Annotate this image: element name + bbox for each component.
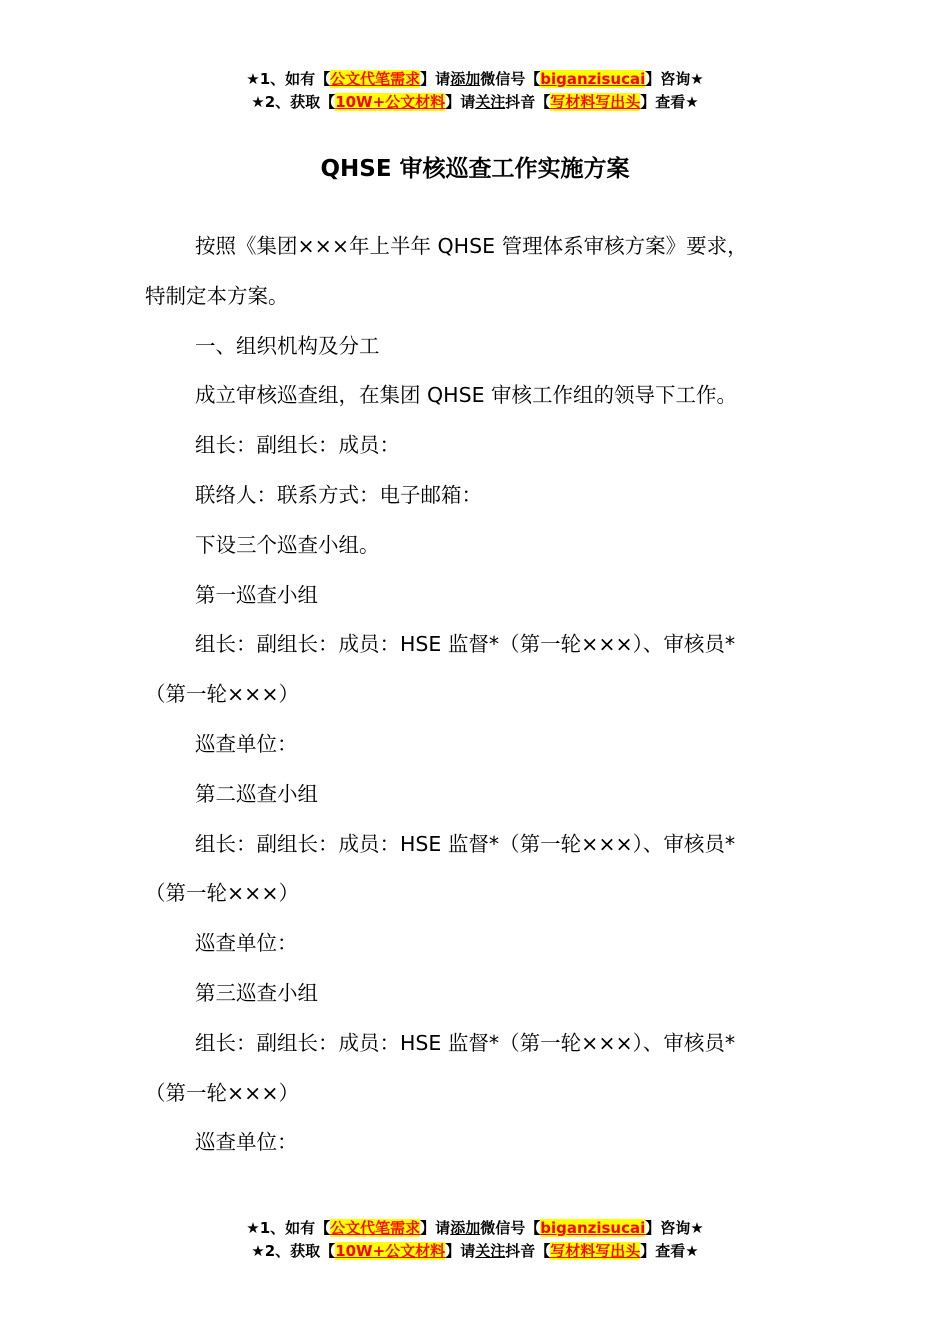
group-heading: 第三巡查小组 xyxy=(195,980,318,1005)
paragraph: 成立审核巡查组，在集团 QHSE 审核工作组的领导下工作。 xyxy=(195,383,738,408)
banner-underline: 关注 xyxy=(475,1242,506,1260)
banner-text: 】查看★ xyxy=(640,93,699,111)
paragraph-continuation: （第一轮×××） xyxy=(145,1080,300,1105)
banner-text: 微信号【 xyxy=(480,1219,541,1237)
banner-line-2 xyxy=(0,91,950,114)
banner-text: ★1、如有【 xyxy=(246,70,331,88)
banner-underline: 添加 xyxy=(450,1219,481,1237)
banner-text: ★1、如有【 xyxy=(246,1219,331,1237)
banner-text: ★2、获取【 xyxy=(251,93,336,111)
paragraph: 下设三个巡查小组。 xyxy=(195,532,380,557)
paragraph: 组长：副组长：成员：HSE 监督*（第一轮×××）、审核员* xyxy=(195,831,736,856)
paragraph: 联络人：联系方式：电子邮箱： xyxy=(195,482,482,507)
paragraph-continuation: （第一轮×××） xyxy=(145,682,300,707)
paragraph: 组长：副组长：成员：HSE 监督*（第一轮×××）、审核员* xyxy=(195,1030,736,1055)
paragraph: 组长：副组长：成员：HSE 监督*（第一轮×××）、审核员* xyxy=(195,632,736,657)
banner-line-2 xyxy=(0,1240,950,1263)
document-body xyxy=(145,222,805,1168)
banner-highlight-materials: 10W+公文材料 xyxy=(335,1242,446,1260)
paragraph: 巡查单位： xyxy=(195,931,298,956)
banner-text: 】请 xyxy=(420,1219,451,1237)
banner-text: 抖音【 xyxy=(505,1242,551,1260)
paragraph-continuation: 特制定本方案。 xyxy=(145,283,289,308)
banner-highlight-douyin: 写材料写出头 xyxy=(550,93,641,111)
paragraph: 巡查单位： xyxy=(195,731,298,756)
banner-highlight-wechat-id: biganzisucai xyxy=(540,1219,646,1237)
banner-text: 】查看★ xyxy=(640,1242,699,1260)
banner-text: 抖音【 xyxy=(505,93,551,111)
banner-highlight-ghostwriting: 公文代笔需求 xyxy=(330,1219,421,1237)
banner-text: 微信号【 xyxy=(480,70,541,88)
banner-text: 】请 xyxy=(445,93,476,111)
paragraph: 巡查单位： xyxy=(195,1130,298,1155)
header-banner xyxy=(0,68,950,114)
banner-text: 】咨询★ xyxy=(645,70,704,88)
banner-text: 】咨询★ xyxy=(645,1219,704,1237)
banner-highlight-wechat-id: biganzisucai xyxy=(540,70,646,88)
paragraph: 组长：副组长：成员： xyxy=(195,433,400,458)
banner-text: ★2、获取【 xyxy=(251,1242,336,1260)
section-heading: 一、组织机构及分工 xyxy=(195,333,380,358)
banner-underline: 关注 xyxy=(475,93,506,111)
banner-underline: 添加 xyxy=(450,70,481,88)
footer-banner xyxy=(0,1217,950,1263)
group-heading: 第一巡查小组 xyxy=(195,582,318,607)
document-title: QHSE 审核巡查工作实施方案 xyxy=(320,156,630,182)
banner-highlight-douyin: 写材料写出头 xyxy=(550,1242,641,1260)
banner-highlight-ghostwriting: 公文代笔需求 xyxy=(330,70,421,88)
banner-line-1 xyxy=(0,68,950,91)
paragraph-continuation: （第一轮×××） xyxy=(145,881,300,906)
banner-highlight-materials: 10W+公文材料 xyxy=(335,93,446,111)
banner-text: 】请 xyxy=(420,70,451,88)
banner-text: 】请 xyxy=(445,1242,476,1260)
banner-line-1 xyxy=(0,1217,950,1240)
paragraph: 按照《集团×××年上半年 QHSE 管理体系审核方案》要求， xyxy=(195,234,748,258)
group-heading: 第二巡查小组 xyxy=(195,781,318,806)
